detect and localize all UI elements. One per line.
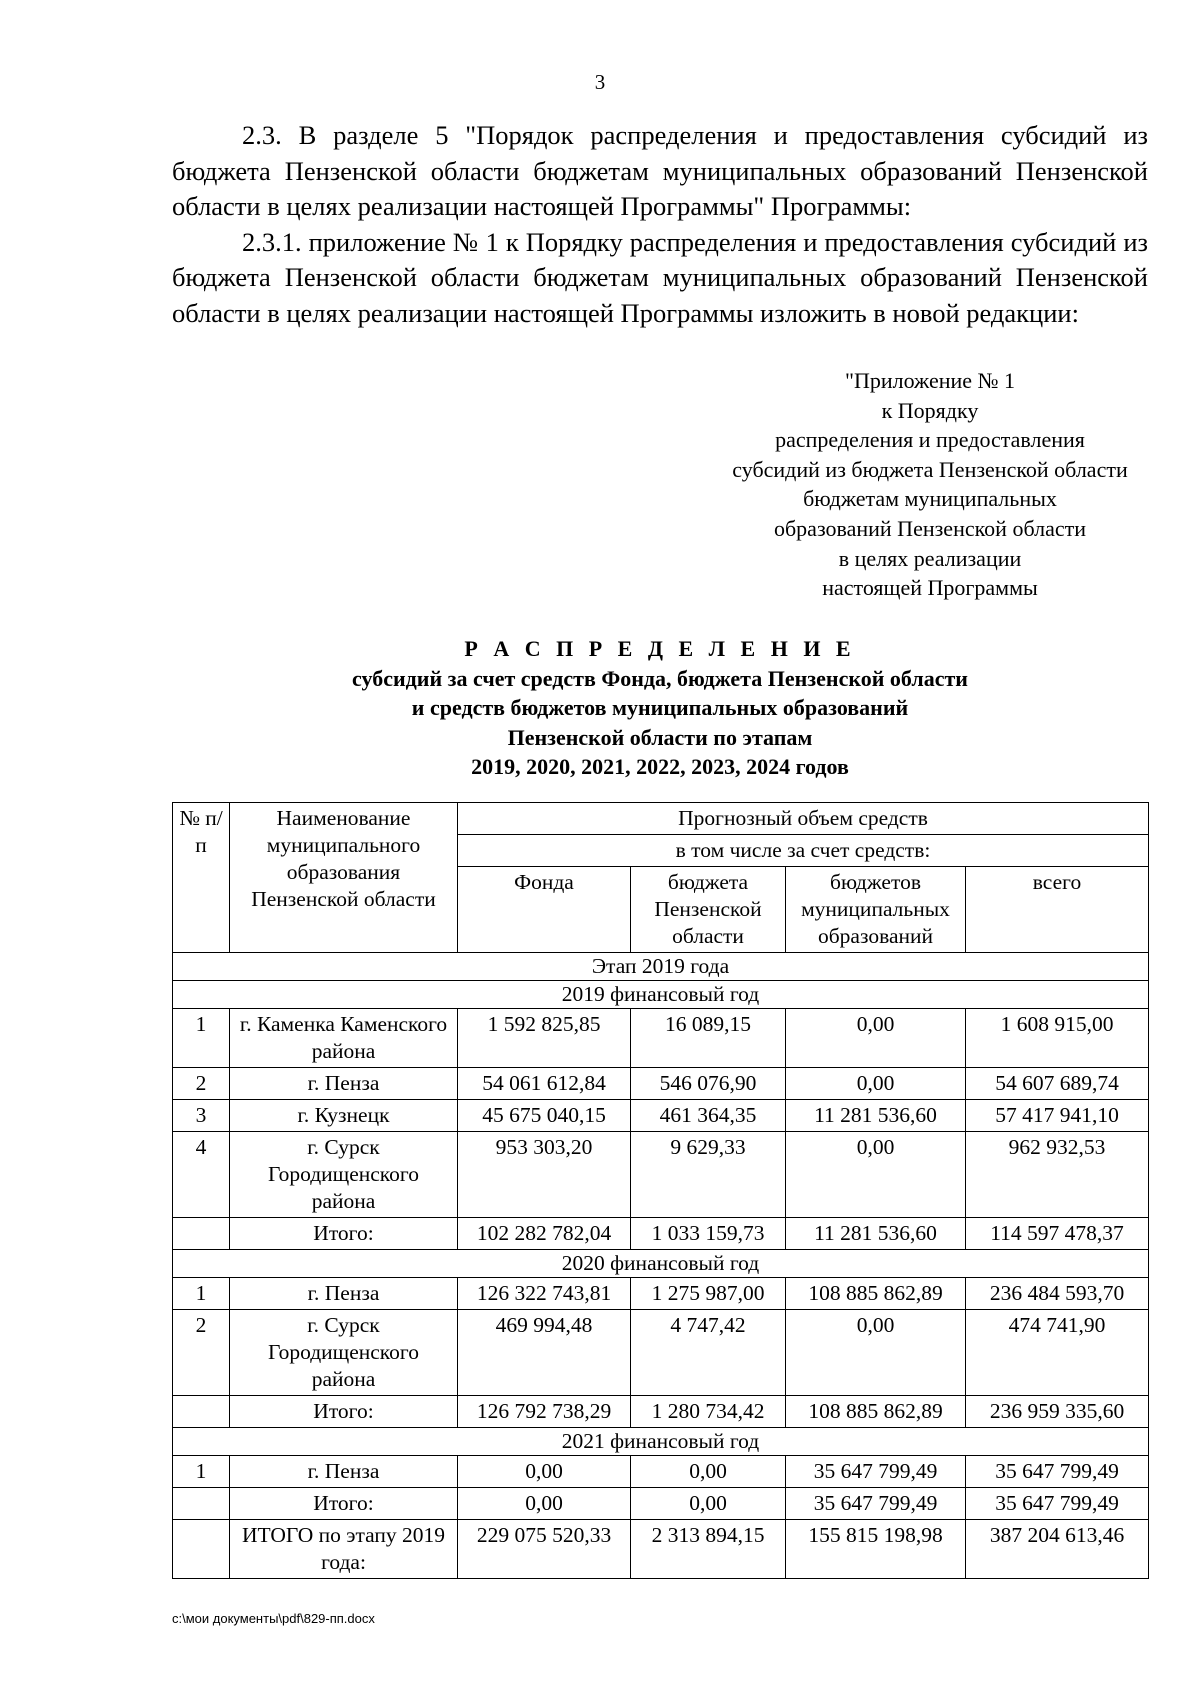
cell-name: г. Пенза (230, 1278, 458, 1310)
cell-fund: 953 303,20 (458, 1132, 631, 1218)
appendix-line: распределения и предоставления (775, 427, 1085, 453)
cell-total: 114 597 478,37 (966, 1218, 1149, 1250)
table-row (173, 1488, 1149, 1520)
cell-fund: 1 592 825,85 (458, 1009, 631, 1068)
cell-municipal: 155 815 198,98 (786, 1520, 966, 1579)
heading-line: 2019, 2020, 2021, 2022, 2023, 2024 годов (471, 754, 849, 779)
stage-row (173, 953, 1149, 981)
header-municipal: бюджетов муниципальных образований (786, 867, 966, 953)
appendix-block (700, 366, 1160, 603)
header-num: № п/п (173, 803, 230, 953)
cell-regional: 1 280 734,42 (631, 1396, 786, 1428)
header-row (173, 803, 1149, 835)
cell-municipal: 35 647 799,49 (786, 1488, 966, 1520)
table-row (173, 1009, 1149, 1068)
cell-fund: 54 061 612,84 (458, 1068, 631, 1100)
cell-n (173, 1488, 230, 1520)
year-row (173, 1428, 1149, 1456)
cell-municipal: 108 885 862,89 (786, 1278, 966, 1310)
cell-regional: 2 313 894,15 (631, 1520, 786, 1579)
appendix-line: субсидий из бюджета Пензенской области (732, 456, 1128, 482)
cell-n: 1 (173, 1009, 230, 1068)
body-text (172, 118, 1148, 331)
distribution-table-body (173, 803, 1149, 1579)
cell-fund: 0,00 (458, 1456, 631, 1488)
cell-total: 54 607 689,74 (966, 1068, 1149, 1100)
cell-name: г. Сурск Городищенского района (230, 1310, 458, 1396)
cell-regional: 461 364,35 (631, 1100, 786, 1132)
cell-fund: 0,00 (458, 1488, 631, 1520)
cell-name: г. Кузнецк (230, 1100, 458, 1132)
cell-n (173, 1520, 230, 1579)
distribution-table (172, 802, 1149, 1579)
cell-regional: 1 033 159,73 (631, 1218, 786, 1250)
header-total: всего (966, 867, 1149, 953)
cell-n: 2 (173, 1068, 230, 1100)
cell-municipal: 0,00 (786, 1132, 966, 1218)
cell-fund: 45 675 040,15 (458, 1100, 631, 1132)
heading-title: Р А С П Р Е Д Е Л Е Н И Е (464, 636, 856, 661)
appendix-line: бюджетам муниципальных (803, 486, 1057, 512)
cell-fund: 229 075 520,33 (458, 1520, 631, 1579)
paragraph-2-3-1: 2.3.1. приложение № 1 к Порядку распределения и предоставления субсидий из бюджета Пензенской области бюджетам муниципальных образований Пензенской области в целях реализации настоящей Программы изложить в новой редакции: (172, 226, 1148, 328)
year-row (173, 981, 1149, 1009)
cell-municipal: 0,00 (786, 1009, 966, 1068)
cell-municipal: 35 647 799,49 (786, 1456, 966, 1488)
cell-regional: 546 076,90 (631, 1068, 786, 1100)
table-row (173, 1456, 1149, 1488)
cell-n: 4 (173, 1132, 230, 1218)
cell-regional: 9 629,33 (631, 1132, 786, 1218)
cell-total: 57 417 941,10 (966, 1100, 1149, 1132)
header-including: в том числе за счет средств: (458, 835, 1149, 867)
appendix-line: к Порядку (881, 397, 979, 423)
cell-municipal: 108 885 862,89 (786, 1396, 966, 1428)
header-fund: Фонда (458, 867, 631, 953)
cell-n: 1 (173, 1278, 230, 1310)
table-row (173, 1218, 1149, 1250)
cell-name: Итого: (230, 1218, 458, 1250)
paragraph-2-3: 2.3. В разделе 5 "Порядок распределения и предоставления субсидий из бюджета Пензенской области бюджетам муниципальных образований Пензенской области в целях реализации настоящей Программы" Программы: (172, 120, 1148, 221)
cell-total: 35 647 799,49 (966, 1456, 1149, 1488)
cell-name: г. Пенза (230, 1456, 458, 1488)
file-path-footer: c:\мои документы\pdf\829-пп.docx (172, 1611, 375, 1626)
heading-line: субсидий за счет средств Фонда, бюджета Пензенской области (352, 665, 968, 691)
cell-regional: 0,00 (631, 1456, 786, 1488)
header-regional: бюджета Пензенской области (631, 867, 786, 953)
cell-name: Итого: (230, 1396, 458, 1428)
year-label: 2019 финансовый год (173, 981, 1149, 1009)
cell-name: г. Каменка Каменского района (230, 1009, 458, 1068)
table-row (173, 1520, 1149, 1579)
cell-name: г. Пенза (230, 1068, 458, 1100)
cell-fund: 126 792 738,29 (458, 1396, 631, 1428)
cell-n: 3 (173, 1100, 230, 1132)
page-number: 3 (594, 70, 606, 94)
cell-regional: 4 747,42 (631, 1310, 786, 1396)
cell-name: г. Сурск Городищенского района (230, 1132, 458, 1218)
cell-regional: 0,00 (631, 1488, 786, 1520)
appendix-line: в целях реализации (838, 545, 1022, 571)
year-row (173, 1250, 1149, 1278)
table-row (173, 1278, 1149, 1310)
table-row (173, 1068, 1149, 1100)
cell-regional: 1 275 987,00 (631, 1278, 786, 1310)
cell-name: ИТОГО по этапу 2019 года: (230, 1520, 458, 1579)
cell-total: 236 484 593,70 (966, 1278, 1149, 1310)
cell-n (173, 1396, 230, 1428)
heading-line: и средств бюджетов муниципальных образований (411, 695, 909, 720)
cell-municipal: 0,00 (786, 1068, 966, 1100)
cell-total: 387 204 613,46 (966, 1520, 1149, 1579)
header-name: Наименование муниципального образования Пензенской области (230, 803, 458, 953)
cell-regional: 16 089,15 (631, 1009, 786, 1068)
cell-fund: 126 322 743,81 (458, 1278, 631, 1310)
cell-municipal: 11 281 536,60 (786, 1100, 966, 1132)
heading-line: Пензенской области по этапам (507, 724, 813, 750)
year-label: 2021 финансовый год (173, 1428, 1149, 1456)
cell-total: 35 647 799,49 (966, 1488, 1149, 1520)
cell-total: 236 959 335,60 (966, 1396, 1149, 1428)
cell-municipal: 11 281 536,60 (786, 1218, 966, 1250)
stage-label: Этап 2019 года (173, 953, 1149, 981)
header-forecast: Прогнозный объем средств (458, 803, 1149, 835)
table-row (173, 1100, 1149, 1132)
cell-total: 962 932,53 (966, 1132, 1149, 1218)
cell-n (173, 1218, 230, 1250)
year-label: 2020 финансовый год (173, 1250, 1149, 1278)
cell-n: 1 (173, 1456, 230, 1488)
table-row (173, 1132, 1149, 1218)
cell-total: 1 608 915,00 (966, 1009, 1149, 1068)
cell-fund: 469 994,48 (458, 1310, 631, 1396)
cell-fund: 102 282 782,04 (458, 1218, 631, 1250)
cell-total: 474 741,90 (966, 1310, 1149, 1396)
cell-name: Итого: (230, 1488, 458, 1520)
table-row (173, 1310, 1149, 1396)
cell-municipal: 0,00 (786, 1310, 966, 1396)
distribution-heading (172, 634, 1148, 782)
appendix-line: настоящей Программы (822, 575, 1038, 601)
appendix-line: образований Пензенской области (773, 515, 1086, 541)
table-row (173, 1396, 1149, 1428)
cell-n: 2 (173, 1310, 230, 1396)
appendix-line: "Приложение № 1 (844, 368, 1016, 393)
